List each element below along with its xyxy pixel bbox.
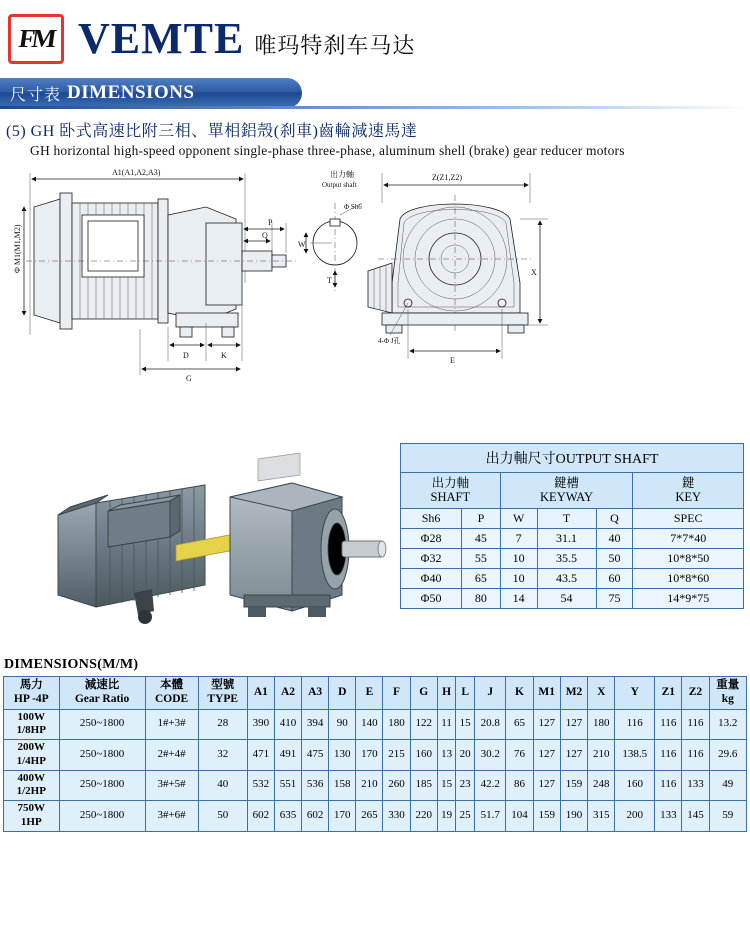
subheader-w: W [500,508,537,528]
cell-z2: 133 [682,770,709,801]
table-row [4,801,747,832]
group-keyway: 鍵槽 KEYWAY [500,473,633,509]
cell-weight: 49 [709,770,746,801]
cell-type: 50 [198,801,247,832]
cell-x: 315 [588,801,615,832]
cell-shaft-dia: Φ32 [401,548,462,568]
cell-a2: 551 [274,770,301,801]
subheader-q: Q [596,508,633,528]
cell-a1: 532 [247,770,274,801]
cell-a2: 491 [274,740,301,771]
cell-q: 50 [596,548,633,568]
cell-z1: 133 [655,801,682,832]
cell-f: 260 [383,770,410,801]
company-logo [8,14,64,64]
svg-text:P: P [268,218,273,227]
cell-t: 35.5 [537,548,596,568]
product-photo [30,445,390,645]
group-key: 鍵 KEY [633,473,744,509]
cell-e: 170 [356,740,383,771]
page-header [0,0,750,78]
logo-text: FM [16,24,56,53]
cell-ratio: 250~1800 [59,801,145,832]
cell-p: 55 [462,548,501,568]
col-m1: M1 [533,677,560,710]
output-shaft-title: 出力軸尺寸OUTPUT SHAFT [401,444,744,473]
cell-a2: 635 [274,801,301,832]
col-a2: A2 [274,677,301,710]
cell-w: 14 [500,588,537,608]
svg-text:G: G [186,374,192,383]
brand-name: VEMTE [78,14,245,63]
svg-text:T: T [327,276,332,285]
cell-h: 19 [437,801,456,832]
cell-j: 20.8 [474,709,505,740]
cell-q: 60 [596,568,633,588]
cell-w: 7 [500,528,537,548]
col-type: 型號 TYPE [198,677,247,710]
cell-spec: 14*9*75 [633,588,744,608]
cell-type: 40 [198,770,247,801]
output-shaft-table [400,443,744,609]
cell-z1: 116 [655,740,682,771]
cell-d: 130 [329,740,356,771]
cell-spec: 10*8*50 [633,548,744,568]
col-code: 本體 CODE [145,677,198,710]
cell-y: 116 [615,709,655,740]
cell-j: 51.7 [474,801,505,832]
cell-type: 32 [198,740,247,771]
col-k: K [506,677,533,710]
cell-shaft-dia: Φ50 [401,588,462,608]
cell-w: 10 [500,568,537,588]
cell-z1: 116 [655,709,682,740]
cell-ratio: 250~1800 [59,709,145,740]
cell-d: 158 [329,770,356,801]
table-row [4,709,747,740]
section-heading-en: GH horizontal high-speed opponent single-phase three-phase, aluminum shell (brake) gear reducer motors [30,143,625,158]
svg-text:出力軸: 出力軸 [330,170,354,179]
cell-l: 20 [456,740,475,771]
section-titlebar [0,78,750,112]
cell-shaft-dia: Φ40 [401,568,462,588]
title-divider [0,106,750,109]
cell-hp: 750W 1HP [4,801,60,832]
cell-f: 180 [383,709,410,740]
svg-text:X: X [531,268,537,277]
col-a1: A1 [247,677,274,710]
cell-m2: 127 [560,740,587,771]
drawing-svg [0,163,750,443]
cell-m2: 127 [560,709,587,740]
cell-d: 90 [329,709,356,740]
table-row [401,568,744,588]
col-m2: M2 [560,677,587,710]
cell-x: 210 [588,740,615,771]
col-y: Y [615,677,655,710]
cell-a3: 536 [302,770,329,801]
cell-code: 3#+5# [145,770,198,801]
table-row [401,528,744,548]
cell-q: 75 [596,588,633,608]
cell-l: 25 [456,801,475,832]
cell-m1: 127 [533,740,560,771]
cell-weight: 13.2 [709,709,746,740]
cell-code: 1#+3# [145,709,198,740]
titlebar-label-cn: 尺寸表 [10,86,62,104]
technical-drawing [0,163,750,443]
cell-y: 160 [615,770,655,801]
section-heading-cn: (5) GH 卧式高速比附三相、單相鋁殼(刹車)齒輪減速馬達 [6,123,418,140]
cell-q: 40 [596,528,633,548]
cell-j: 30.2 [474,740,505,771]
cell-ratio: 250~1800 [59,740,145,771]
cell-h: 13 [437,740,456,771]
col-z1: Z1 [655,677,682,710]
col-j: J [474,677,505,710]
svg-text:4-Φ J孔: 4-Φ J孔 [378,337,401,345]
cell-m1: 127 [533,709,560,740]
dimensions-table [3,676,747,832]
svg-text:Z(Z1,Z2): Z(Z1,Z2) [432,173,462,182]
cell-f: 215 [383,740,410,771]
cell-hp: 100W 1/8HP [4,709,60,740]
col-a3: A3 [302,677,329,710]
col-g: G [410,677,437,710]
subheader-p: P [462,508,501,528]
col-l: L [456,677,475,710]
svg-text:K: K [221,351,227,360]
cell-a3: 475 [302,740,329,771]
cell-k: 104 [506,801,533,832]
cell-p: 45 [462,528,501,548]
svg-text:Φ Sh6: Φ Sh6 [344,203,362,211]
table-row [401,588,744,608]
product-and-shaft-row [0,443,750,651]
cell-a3: 602 [302,801,329,832]
cell-e: 210 [356,770,383,801]
col-x: X [588,677,615,710]
col-weight: 重量 kg [709,677,746,710]
svg-text:Output shaft: Output shaft [322,181,357,189]
brand-name-chinese: 唯玛特刹车马达 [254,33,416,58]
cell-j: 42.2 [474,770,505,801]
cell-weight: 29.6 [709,740,746,771]
subheader-sh6: Sh6 [401,508,462,528]
cell-a1: 602 [247,801,274,832]
cell-z2: 145 [682,801,709,832]
cell-g: 185 [410,770,437,801]
dimensions-label: DIMENSIONS(M/M) [4,657,139,672]
cell-k: 65 [506,709,533,740]
table-row [4,740,747,771]
cell-shaft-dia: Φ28 [401,528,462,548]
cell-l: 15 [456,709,475,740]
cell-k: 86 [506,770,533,801]
svg-text:D: D [183,351,189,360]
cell-g: 160 [410,740,437,771]
cell-f: 330 [383,801,410,832]
cell-x: 248 [588,770,615,801]
subheader-t: T [537,508,596,528]
cell-t: 31.1 [537,528,596,548]
cell-a1: 390 [247,709,274,740]
cell-hp: 200W 1/4HP [4,740,60,771]
cell-w: 10 [500,548,537,568]
cell-spec: 10*8*60 [633,568,744,588]
cell-k: 76 [506,740,533,771]
cell-y: 200 [615,801,655,832]
svg-text:W: W [298,240,306,249]
cell-z2: 116 [682,709,709,740]
col-e: E [356,677,383,710]
dimensions-header-row [4,677,747,710]
cell-t: 54 [537,588,596,608]
cell-h: 11 [437,709,456,740]
cell-l: 23 [456,770,475,801]
svg-text:E: E [450,356,455,365]
titlebar-label-en: DIMENSIONS [67,82,195,103]
col-gear-ratio: 減速比 Gear Ratio [59,677,145,710]
cell-a1: 471 [247,740,274,771]
cell-h: 15 [437,770,456,801]
table-row [401,548,744,568]
cell-e: 140 [356,709,383,740]
subheader-spec: SPEC [633,508,744,528]
cell-m2: 190 [560,801,587,832]
col-z2: Z2 [682,677,709,710]
cell-p: 65 [462,568,501,588]
svg-text:A1(A1,A2,A3): A1(A1,A2,A3) [112,168,161,177]
cell-d: 170 [329,801,356,832]
cell-a2: 410 [274,709,301,740]
table-row [4,770,747,801]
cell-hp: 400W 1/2HP [4,770,60,801]
cell-e: 265 [356,801,383,832]
cell-ratio: 250~1800 [59,770,145,801]
cell-code: 2#+4# [145,740,198,771]
cell-x: 180 [588,709,615,740]
cell-m1: 159 [533,801,560,832]
cell-p: 80 [462,588,501,608]
cell-z2: 116 [682,740,709,771]
svg-text:Φ M1(M1,M2): Φ M1(M1,M2) [13,224,22,273]
col-d: D [329,677,356,710]
cell-code: 3#+6# [145,801,198,832]
cell-type: 28 [198,709,247,740]
cell-a3: 394 [302,709,329,740]
cell-z1: 116 [655,770,682,801]
cell-m2: 159 [560,770,587,801]
cell-spec: 7*7*40 [633,528,744,548]
col-f: F [383,677,410,710]
cell-m1: 127 [533,770,560,801]
cell-g: 122 [410,709,437,740]
cell-g: 220 [410,801,437,832]
cell-t: 43.5 [537,568,596,588]
cell-y: 138.5 [615,740,655,771]
cell-weight: 59 [709,801,746,832]
svg-text:Q: Q [262,231,268,240]
group-shaft: 出力軸 SHAFT [401,473,501,509]
col-h: H [437,677,456,710]
col-hp: 馬力 HP -4P [4,677,60,710]
